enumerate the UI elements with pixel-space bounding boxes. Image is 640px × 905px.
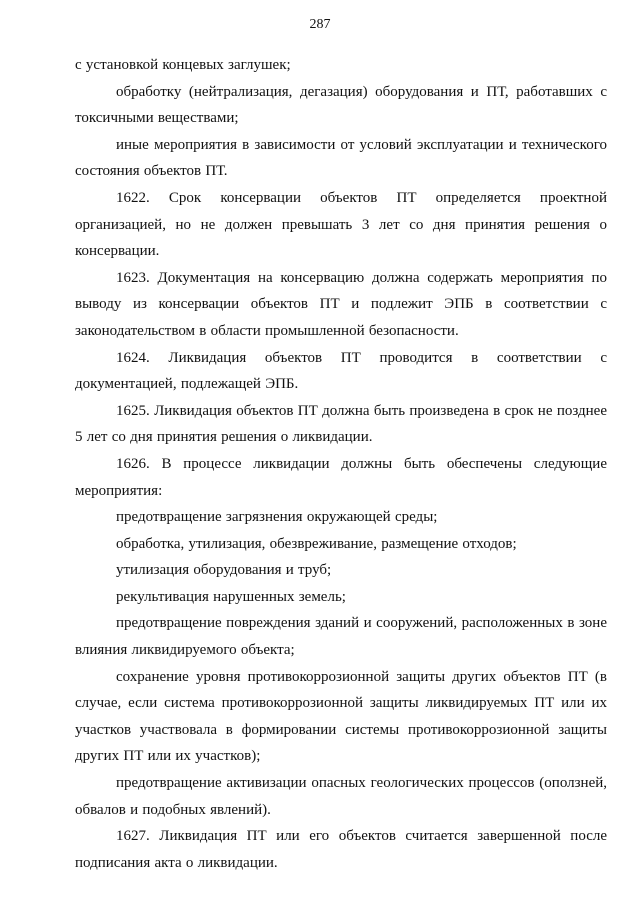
clause-1626: 1626. В процессе ликвидации должны быть обеспечены следующие мероприятия: — [75, 455, 607, 499]
measure-land-recultivation: рекультивация нарушенных земель; — [116, 588, 346, 605]
measure-geological-hazards: предотвращение активизации опасных геологических процессов (оползней, обвалов и подобных явлений). — [75, 775, 607, 818]
clause-1627: 1627. Ликвидация ПТ или его объектов считается завершенной после подписания акта о ликвидации. — [75, 828, 607, 871]
clause-1622: 1622. Срок консервации объектов ПТ определяется проектной организацией, но не должен превышать 3 лет со дня принятия решения о консервации. — [75, 189, 607, 260]
measure-pollution-prevention: предотвращение загрязнения окружающей среды; — [116, 509, 438, 526]
clause-1625: 1625. Ликвидация объектов ПТ должна быть произведена в срок не позднее 5 лет со дня принятия решения о ликвидации. — [75, 402, 607, 446]
measure-building-protection: предотвращение повреждения зданий и сооружений, расположенных в зоне влияния ликвидируемого объекта; — [75, 615, 607, 659]
list-item-neutralization: обработку (нейтрализация, дегазация) оборудования и ПТ, работавших с токсичными веществами; — [75, 83, 607, 127]
clause-1623: 1623. Документация на консервацию должна содержать мероприятия по выводу из консервации объектов ПТ и подлежит ЭПБ в соответствии с законодательством в области промышленной безопасности. — [75, 269, 607, 339]
measure-equipment-disposal: утилизация оборудования и труб; — [116, 562, 332, 579]
measure-waste-handling: обработка, утилизация, обезвреживание, размещение отходов; — [116, 535, 517, 552]
clause-1624: 1624. Ликвидация объектов ПТ проводится в соответствии с документацией, подлежащей ЭПБ. — [75, 349, 607, 393]
document-body — [75, 52, 607, 876]
list-item-other-measures: иные мероприятия в зависимости от условий эксплуатации и технического состояния объектов ПТ. — [75, 136, 607, 180]
measure-corrosion-protection: сохранение уровня противокоррозионной защиты других объектов ПТ (в случае, если система противокоррозионной защиты ликвидируемых ПТ или их участков участвовала в формировании системы противокоррозионной защиты других ПТ или их участков); — [75, 668, 607, 765]
page-number: 287 — [309, 17, 331, 32]
paragraph-continuation: с установкой концевых заглушек; — [75, 57, 291, 73]
